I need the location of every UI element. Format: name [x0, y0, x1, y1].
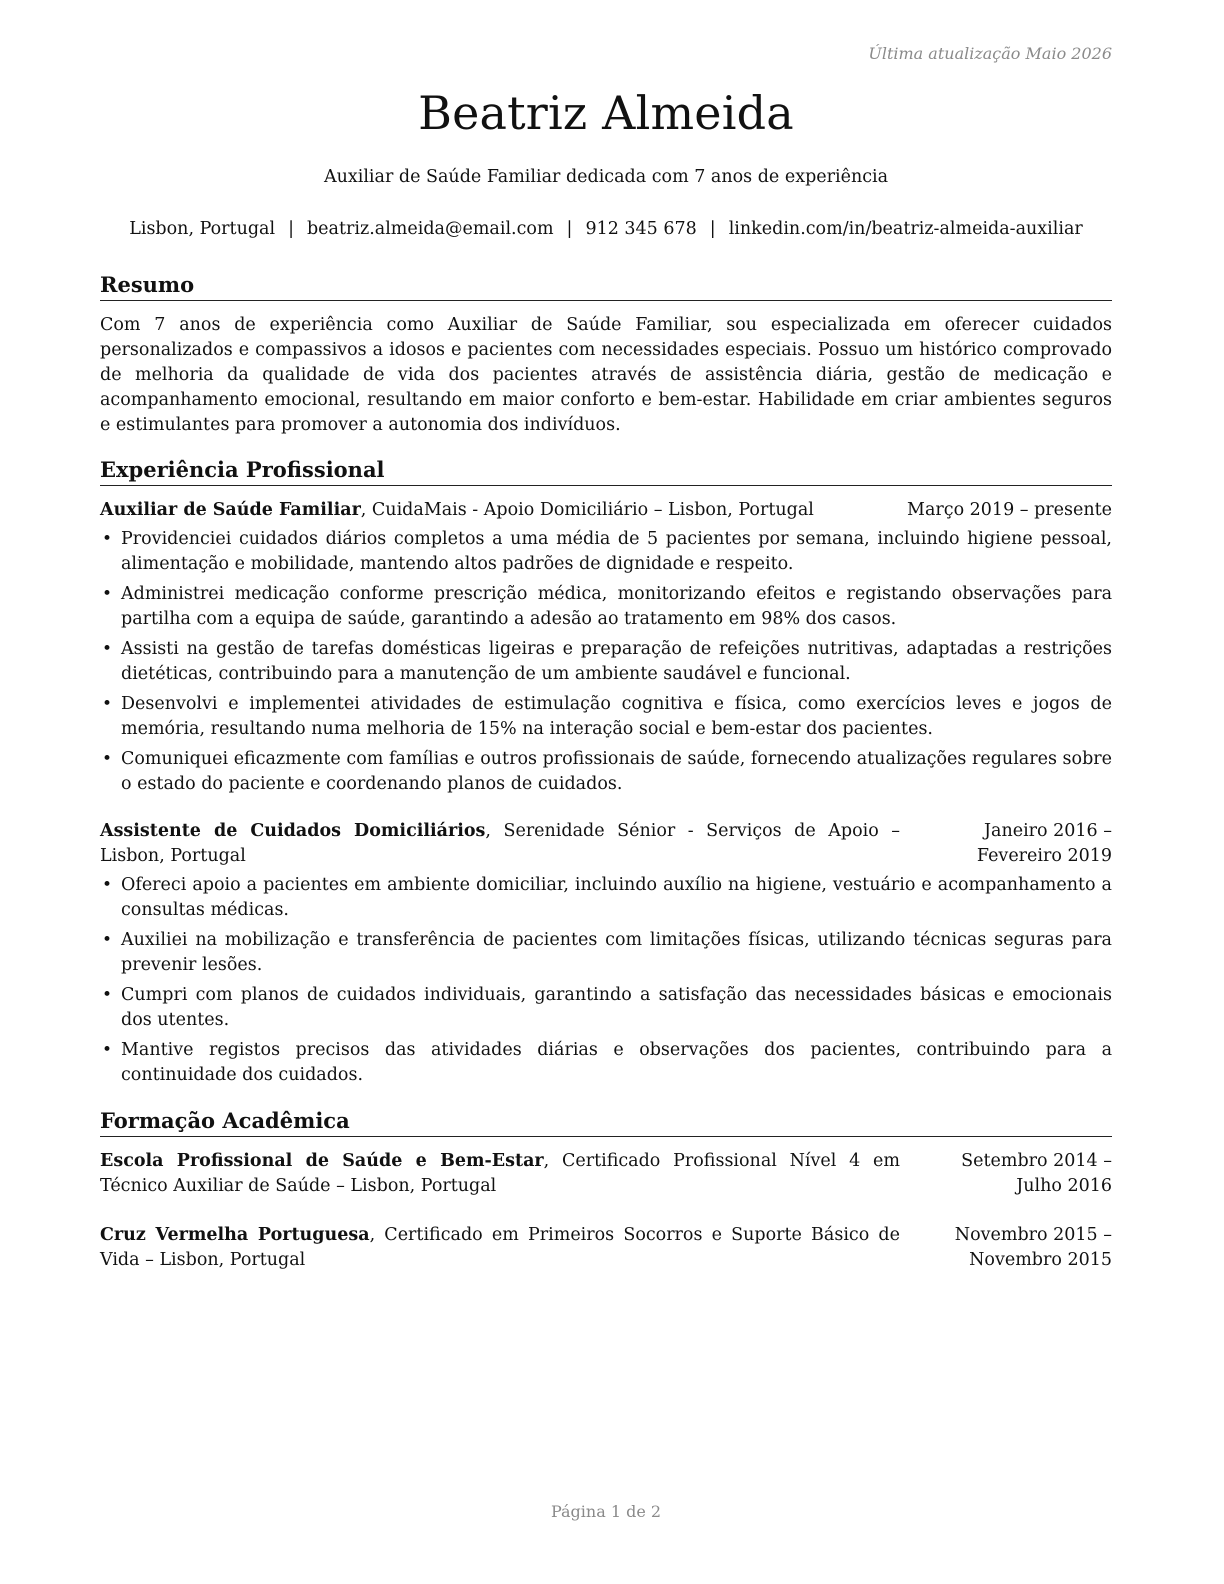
contact-phone: 912 345 678 [585, 219, 697, 239]
contact-email[interactable]: beatriz.almeida@email.com [306, 219, 554, 239]
list-item: • Ofereci apoio a pacientes em ambiente domiciliar, incluindo auxílio na higiene, vestuário e acompanhamento a consultas médicas. [102, 875, 1112, 920]
bullet-icon: • [102, 639, 113, 659]
education-title-line [100, 1149, 900, 1199]
contact-location: Lisbon, Portugal [129, 219, 276, 239]
summary-text: Com 7 anos de experiência como Auxiliar de Saúde Familiar, sou especializada em oferecer cuidados personalizados e compassivos a idosos e pacientes com necessidades especiais. Possuo um histórico comprovado de melhoria da qualidade de vida dos pacientes através de assistência diária, gestão de medicação e acompanhamento emocional, resultando em maior conforto e bem-estar. Habilidade em criar ambientes seguros e estimulantes para promover a autonomia dos indivíduos. [100, 315, 1112, 435]
contact-separator: | [709, 219, 716, 239]
page-number: Página 1 de 2 [550, 1502, 662, 1521]
bullet-icon: • [102, 584, 113, 604]
list-item: • Cumpri com planos de cuidados individuais, garantindo a satisfação das necessidades básicas e emocionais dos utentes. [102, 985, 1112, 1030]
list-item: • Auxiliei na mobilização e transferência de pacientes com limitações físicas, utilizando técnicas seguras para prevenir lesões. [102, 930, 1112, 975]
education-title-line [100, 1223, 900, 1273]
job-bullets [100, 527, 1112, 797]
education-school: Cruz Vermelha Portuguesa [100, 1225, 370, 1245]
section-title-experience: Experiência Profissional [100, 456, 1112, 486]
experience-section [100, 456, 1112, 1093]
list-item: • Mantive registos precisos das atividades diárias e observações dos pacientes, contribuindo para a continuidade dos cuidados. [102, 1040, 1112, 1085]
education-entry [100, 1149, 1112, 1199]
education-section [100, 1107, 1112, 1273]
job-dates: Janeiro 2016 – Fevereiro 2019 [976, 821, 1112, 866]
job-employer: , CuidaMais - Apoio Domiciliário – Lisbon, Portugal [360, 500, 814, 520]
job-title-line [100, 819, 900, 869]
job-employer: , Serenidade Sénior - Serviços de Apoio – Lisbon, Portugal [100, 821, 900, 866]
candidate-name: Beatriz Almeida [418, 86, 794, 140]
job-title-line [100, 498, 900, 523]
bullet-icon: • [102, 930, 113, 950]
contact-linkedin[interactable]: linkedin.com/in/beatriz-almeida-auxiliar [728, 219, 1083, 239]
tagline: Auxiliar de Saúde Familiar dedicada com 7 anos de experiência [323, 167, 889, 187]
job-role: Auxiliar de Saúde Familiar [100, 500, 361, 520]
list-item: • Comuniquei eficazmente com famílias e outros profissionais de saúde, fornecendo atualizações regulares sobre o estado do paciente e coordenando planos de cuidados. [102, 749, 1112, 794]
education-header [100, 1149, 1112, 1199]
section-title-summary: Resumo [100, 271, 1112, 301]
list-item: • Administrei medicação conforme prescrição médica, monitorizando efeitos e registando observações para partilha com a equipa de saúde, garantindo a adesão ao tratamento em 98% dos casos. [102, 584, 1112, 629]
education-entry [100, 1223, 1112, 1273]
education-program: , Certificado em Primeiros Socorros e Suporte Básico de Vida – Lisbon, Portugal [100, 1225, 900, 1270]
contact-separator: | [566, 219, 573, 239]
resume-page [100, 0, 1112, 1584]
job-header [100, 498, 1112, 523]
education-dates: Setembro 2014 – Julho 2016 [961, 1151, 1112, 1196]
contact-line [100, 219, 1112, 239]
bullet-icon: • [102, 529, 113, 549]
job-bullets [100, 873, 1112, 1088]
bullet-icon: • [102, 1040, 113, 1060]
bullet-icon: • [102, 749, 113, 769]
list-item: • Desenvolvi e implementei atividades de estimulação cognitiva e física, como exercícios leves e jogos de memória, resultando numa melhoria de 15% na interação social e bem-estar dos pacientes. [102, 694, 1112, 739]
bullet-icon: • [102, 985, 113, 1005]
list-item: • Assisti na gestão de tarefas domésticas ligeiras e preparação de refeições nutritivas, adaptadas a restrições dietéticas, contribuindo para a manutenção de um ambiente saudável e funcional. [102, 639, 1112, 684]
last-updated: Última atualização Maio 2026 [868, 44, 1112, 63]
education-header [100, 1223, 1112, 1273]
summary-section [100, 271, 1112, 438]
job-dates: Março 2019 – presente [907, 500, 1112, 520]
education-program: , Certificado Profissional Nível 4 em Técnico Auxiliar de Saúde – Lisbon, Portugal [100, 1151, 900, 1196]
job-entry [100, 819, 1112, 1088]
job-entry [100, 498, 1112, 797]
bullet-icon: • [102, 694, 113, 714]
section-title-education: Formação Acadêmica [100, 1107, 1112, 1137]
education-school: Escola Profissional de Saúde e Bem-Estar [100, 1151, 544, 1171]
education-dates: Novembro 2015 – Novembro 2015 [954, 1225, 1112, 1270]
contact-separator: | [288, 219, 294, 239]
job-header [100, 819, 1112, 869]
bullet-icon: • [102, 875, 113, 895]
job-role: Assistente de Cuidados Domiciliários [100, 821, 486, 841]
list-item: • Providenciei cuidados diários completos a uma média de 5 pacientes por semana, incluindo higiene pessoal, alimentação e mobilidade, mantendo altos padrões de dignidade e respeito. [102, 529, 1112, 574]
